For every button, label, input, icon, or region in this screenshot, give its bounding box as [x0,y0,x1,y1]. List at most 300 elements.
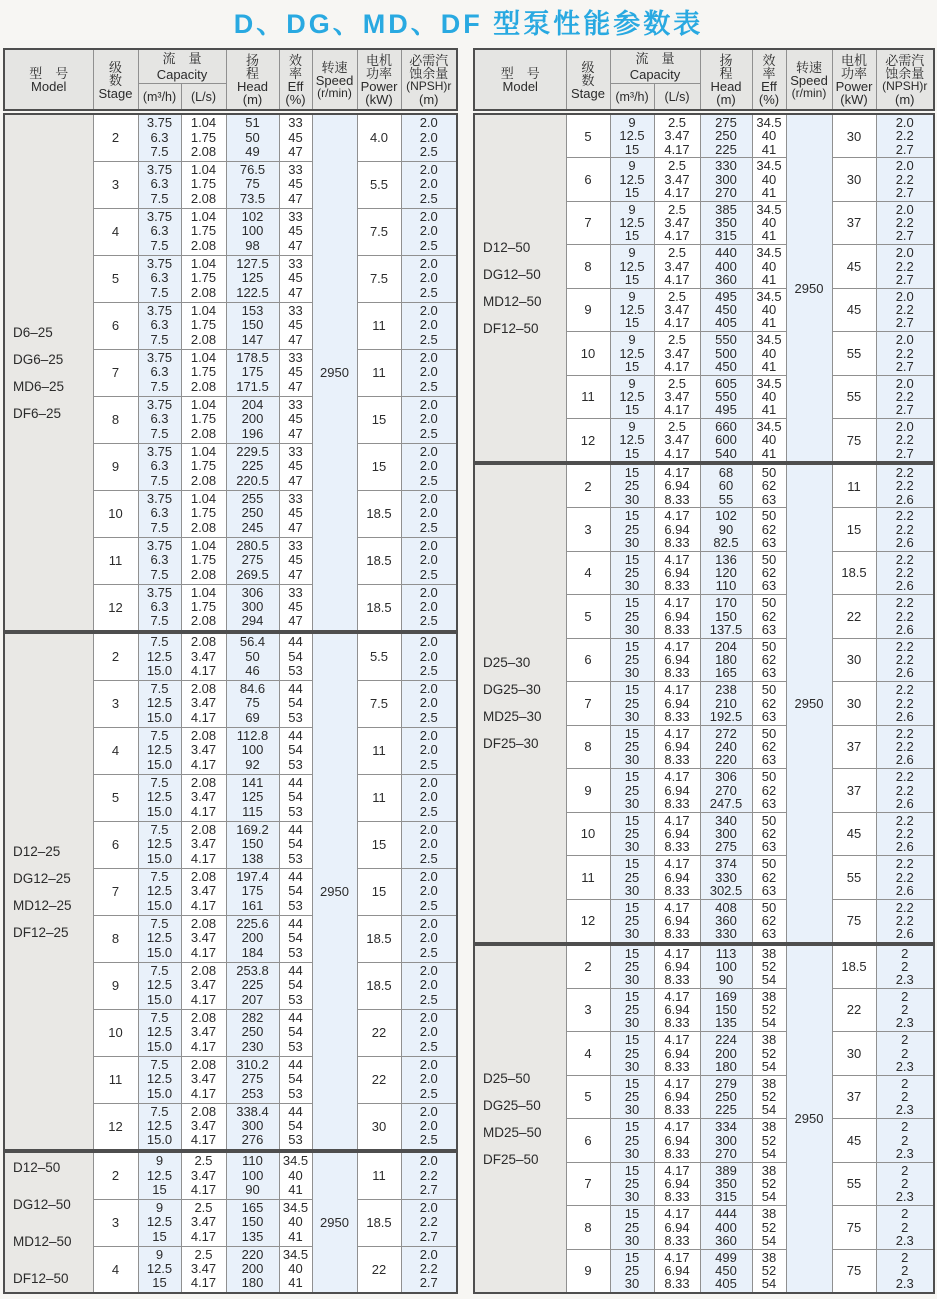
stage-cell: 3 [93,1199,138,1246]
capacity-ls-cell: 4.17 6.94 8.33 [654,769,700,813]
pump-group-table [473,113,935,463]
capacity-ls-cell: 4.17 6.94 8.33 [654,945,700,989]
stage-cell: 4 [93,1246,138,1293]
power-cell: 37 [832,201,876,245]
stage-cell: 5 [566,1075,610,1119]
capacity-m3h-cell: 15 25 30 [610,1206,654,1250]
stage-cell: 4 [566,551,610,595]
npsh-cell: 2.0 2.0 2.5 [401,302,457,349]
model-header-en: Model [31,79,67,94]
eff-cell: 44 54 53 [279,727,312,774]
eff-cell: 44 54 53 [279,915,312,962]
eff-cell: 44 54 53 [279,633,312,680]
capacity-m3h-cell: 9 12.5 15 [610,245,654,289]
model-name: D25–30 [483,655,531,671]
npsh-cell: 2 2 2.3 [876,1075,934,1119]
model-name: D12–25 [13,843,61,859]
npsh-cell: 2.0 2.2 2.7 [401,1246,457,1293]
capacity-ls-cell: 4.17 6.94 8.33 [654,1032,700,1076]
stage-cell: 4 [93,208,138,255]
stage-cell: 3 [93,161,138,208]
eff-cell: 33 45 47 [279,349,312,396]
power-cell: 7.5 [357,255,401,302]
model-name: D25–50 [483,1070,531,1086]
npsh-cell: 2.2 2.2 2.6 [876,682,934,726]
model-name: DF12–50 [483,321,539,336]
eff-cell: 44 54 53 [279,962,312,1009]
npsh-cell: 2.0 2.0 2.5 [401,1103,457,1150]
capacity-ls-cell: 4.17 6.94 8.33 [654,1119,700,1163]
stage-cell: 2 [93,1152,138,1199]
head-cell: 102 100 98 [226,208,279,255]
head-cell: 495 450 405 [700,288,752,332]
npsh-cell: 2.2 2.2 2.6 [876,638,934,682]
eff-cell: 34.5 40 41 [279,1246,312,1293]
head-cell: 280.5 275 269.5 [226,537,279,584]
capacity-ls-cell: 4.17 6.94 8.33 [654,988,700,1032]
speed-cell: 2950 [312,114,357,631]
col-header-head: 扬 程 Head (m) [226,49,279,110]
eff-cell: 33 45 47 [279,255,312,302]
model-name: DG12–50 [483,267,541,282]
npsh-cell: 2.0 2.0 2.5 [401,255,457,302]
power-cell: 30 [357,1103,401,1150]
table-row [474,945,934,989]
npsh-cell: 2.2 2.2 2.6 [876,725,934,769]
power-cell: 55 [832,332,876,376]
stage-cell: 10 [93,1009,138,1056]
eff-cell: 33 45 47 [279,302,312,349]
speed-cell: 2950 [786,114,832,462]
power-cell: 55 [832,375,876,419]
capacity-ls-cell: 2.08 3.47 4.17 [181,774,226,821]
table-row [4,1152,457,1199]
col-header-eff: 效 率 Eff (%) [279,49,312,110]
table-panel-right [473,48,935,1294]
eff-cell: 38 52 54 [752,945,786,989]
power-cell: 7.5 [357,680,401,727]
head-cell: 334 300 270 [700,1119,752,1163]
eff-cell: 44 54 53 [279,1009,312,1056]
capacity-m3h-cell: 9 12.5 15 [610,419,654,463]
npsh-cell: 2.0 2.0 2.5 [401,680,457,727]
capacity-ls-cell: 4.17 6.94 8.33 [654,508,700,552]
eff-cell: 44 54 53 [279,1103,312,1150]
col-header-speed: 转速 Speed (r/min) [312,49,357,110]
power-cell: 7.5 [357,208,401,255]
capacity-ls-cell: 1.04 1.75 2.08 [181,114,226,161]
capacity-ls-cell: 4.17 6.94 8.33 [654,1075,700,1119]
capacity-ls-cell: 1.04 1.75 2.08 [181,443,226,490]
capacity-ls-cell: 1.04 1.75 2.08 [181,208,226,255]
power-cell: 30 [832,158,876,202]
stage-cell: 7 [566,1162,610,1206]
capacity-m3h-cell: 9 12.5 15 [138,1152,181,1199]
model-name: D12–50 [13,1159,61,1175]
model-name: DG6–25 [13,351,64,367]
npsh-cell: 2.0 2.0 2.5 [401,633,457,680]
head-cell: 279 250 225 [700,1075,752,1119]
head-cell: 169.2 150 138 [226,821,279,868]
stage-cell: 9 [566,1249,610,1293]
stage-cell: 11 [93,1056,138,1103]
capacity-m3h-cell: 15 25 30 [610,1249,654,1293]
eff-cell: 50 62 63 [752,812,786,856]
stage-cell: 11 [93,537,138,584]
capacity-ls-cell: 2.5 3.47 4.17 [654,288,700,332]
eff-cell: 34.5 40 41 [752,114,786,158]
model-cell [4,1152,93,1293]
capacity-m3h-cell: 9 12.5 15 [610,201,654,245]
capacity-m3h-cell: 7.5 12.5 15.0 [138,680,181,727]
capacity-ls-cell: 1.04 1.75 2.08 [181,161,226,208]
npsh-cell: 2 2 2.3 [876,1119,934,1163]
capacity-m3h-cell: 15 25 30 [610,551,654,595]
capacity-m3h-cell: 15 25 30 [610,988,654,1032]
power-cell: 22 [357,1009,401,1056]
capacity-ls-cell: 2.08 3.47 4.17 [181,821,226,868]
power-cell: 15 [832,508,876,552]
power-cell: 75 [832,1249,876,1293]
eff-cell: 38 52 54 [752,1206,786,1250]
eff-cell: 44 54 53 [279,821,312,868]
capacity-m3h-cell: 3.75 6.3 7.5 [138,114,181,161]
power-cell: 75 [832,1206,876,1250]
stage-cell: 3 [93,680,138,727]
capacity-ls-cell: 1.04 1.75 2.08 [181,584,226,631]
stage-cell: 2 [566,464,610,508]
power-cell: 5.5 [357,633,401,680]
head-cell: 153 150 147 [226,302,279,349]
stage-cell: 7 [93,868,138,915]
capacity-ls-cell: 2.5 3.47 4.17 [654,201,700,245]
capacity-ls-cell: 2.5 3.47 4.17 [654,419,700,463]
head-cell: 170 150 137.5 [700,595,752,639]
capacity-ls-cell: 2.5 3.47 4.17 [181,1246,226,1293]
capacity-ls-cell: 2.5 3.47 4.17 [181,1199,226,1246]
model-name: MD6–25 [13,378,65,394]
npsh-cell: 2.2 2.2 2.6 [876,769,934,813]
stage-cell: 6 [93,821,138,868]
capacity-ls-cell: 1.04 1.75 2.08 [181,302,226,349]
stage-cell: 2 [93,114,138,161]
col-header-m3h: (m³/h) [610,84,654,110]
npsh-cell: 2 2 2.3 [876,945,934,989]
col-header-model: 型 号 Model [474,49,566,110]
power-cell: 4.0 [357,114,401,161]
eff-cell: 33 45 47 [279,443,312,490]
npsh-cell: 2 2 2.3 [876,1206,934,1250]
head-cell: 68 60 55 [700,464,752,508]
model-cell [4,114,93,631]
col-header-eff: 效 率 Eff (%) [752,49,786,110]
capacity-m3h-cell: 9 12.5 15 [610,114,654,158]
power-cell: 22 [832,595,876,639]
npsh-cell: 2 2 2.3 [876,1032,934,1076]
capacity-ls-cell: 1.04 1.75 2.08 [181,490,226,537]
head-cell: 310.2 275 253 [226,1056,279,1103]
npsh-cell: 2.2 2.2 2.6 [876,595,934,639]
capacity-ls-cell: 2.5 3.47 4.17 [654,114,700,158]
model-cell [474,945,566,1293]
capacity-ls-cell: 1.04 1.75 2.08 [181,255,226,302]
eff-cell: 50 62 63 [752,551,786,595]
pump-group-table [3,1151,458,1294]
capacity-ls-cell: 2.08 3.47 4.17 [181,727,226,774]
col-header-head: 扬 程 Head (m) [700,49,752,110]
stage-cell: 12 [566,899,610,943]
power-cell: 18.5 [357,915,401,962]
capacity-ls-cell: 4.17 6.94 8.33 [654,595,700,639]
capacity-ls-cell: 2.08 3.47 4.17 [181,1009,226,1056]
speed-cell: 2950 [312,1152,357,1293]
table-row [4,114,457,161]
capacity-m3h-cell: 15 25 30 [610,508,654,552]
stage-cell: 12 [93,584,138,631]
npsh-cell: 2.0 2.0 2.5 [401,114,457,161]
col-header-stage: 级 数 Stage [93,49,138,110]
head-cell: 197.4 175 161 [226,868,279,915]
stage-cell: 2 [93,633,138,680]
npsh-cell: 2.0 2.0 2.5 [401,537,457,584]
capacity-m3h-cell: 9 12.5 15 [138,1199,181,1246]
capacity-ls-cell: 4.17 6.94 8.33 [654,856,700,900]
npsh-cell: 2.0 2.0 2.5 [401,443,457,490]
head-cell: 444 400 360 [700,1206,752,1250]
eff-cell: 34.5 40 41 [752,375,786,419]
eff-cell: 38 52 54 [752,988,786,1032]
stage-cell: 9 [566,769,610,813]
capacity-m3h-cell: 7.5 12.5 15.0 [138,774,181,821]
npsh-cell: 2.0 2.2 2.7 [876,288,934,332]
power-cell: 22 [832,988,876,1032]
table-header-right [473,48,935,111]
eff-cell: 34.5 40 41 [279,1199,312,1246]
eff-cell: 38 52 54 [752,1075,786,1119]
npsh-cell: 2.0 2.2 2.7 [401,1152,457,1199]
capacity-ls-cell: 1.04 1.75 2.08 [181,349,226,396]
capacity-m3h-cell: 7.5 12.5 15.0 [138,1009,181,1056]
capacity-m3h-cell: 3.75 6.3 7.5 [138,443,181,490]
capacity-ls-cell: 4.17 6.94 8.33 [654,682,700,726]
power-cell: 37 [832,769,876,813]
model-name: DG12–50 [13,1196,71,1212]
head-cell: 340 300 275 [700,812,752,856]
power-cell: 45 [832,1119,876,1163]
capacity-m3h-cell: 15 25 30 [610,464,654,508]
capacity-m3h-cell: 7.5 12.5 15.0 [138,633,181,680]
capacity-m3h-cell: 3.75 6.3 7.5 [138,208,181,255]
power-cell: 75 [832,899,876,943]
capacity-m3h-cell: 3.75 6.3 7.5 [138,349,181,396]
page-title: D、DG、MD、DF 型泵性能参数表 [233,9,704,39]
capacity-m3h-cell: 9 12.5 15 [138,1246,181,1293]
stage-cell: 8 [566,1206,610,1250]
npsh-cell: 2.2 2.2 2.6 [876,856,934,900]
power-cell: 18.5 [357,490,401,537]
capacity-m3h-cell: 15 25 30 [610,1075,654,1119]
eff-cell: 50 62 63 [752,638,786,682]
speed-cell: 2950 [786,464,832,943]
head-cell: 51 50 49 [226,114,279,161]
eff-cell: 38 52 54 [752,1162,786,1206]
npsh-cell: 2.0 2.0 2.5 [401,584,457,631]
eff-cell: 50 62 63 [752,856,786,900]
capacity-m3h-cell: 9 12.5 15 [610,158,654,202]
eff-cell: 38 52 54 [752,1032,786,1076]
power-cell: 45 [832,245,876,289]
capacity-ls-cell: 4.17 6.94 8.33 [654,1249,700,1293]
head-cell: 338.4 300 276 [226,1103,279,1150]
power-cell: 11 [357,774,401,821]
power-cell: 18.5 [832,945,876,989]
capacity-m3h-cell: 9 12.5 15 [610,375,654,419]
pump-group-table [473,463,935,944]
eff-cell: 33 45 47 [279,584,312,631]
head-cell: 224 200 180 [700,1032,752,1076]
stage-cell: 12 [566,419,610,463]
power-cell: 11 [357,349,401,396]
col-header-stage: 级 数 Stage [566,49,610,110]
capacity-m3h-cell: 9 12.5 15 [610,332,654,376]
eff-cell: 34.5 40 41 [752,419,786,463]
model-name: MD25–50 [483,1124,542,1140]
npsh-cell: 2.0 2.0 2.5 [401,727,457,774]
stage-cell: 7 [566,682,610,726]
head-cell: 408 360 330 [700,899,752,943]
capacity-m3h-cell: 15 25 30 [610,945,654,989]
power-cell: 55 [832,1162,876,1206]
npsh-cell: 2.2 2.2 2.6 [876,899,934,943]
stage-cell: 6 [566,1119,610,1163]
eff-cell: 34.5 40 41 [752,332,786,376]
capacity-ls-cell: 2.08 3.47 4.17 [181,868,226,915]
col-header-speed: 转速 Speed (r/min) [786,49,832,110]
npsh-cell: 2.2 2.2 2.6 [876,508,934,552]
npsh-cell: 2.0 2.0 2.5 [401,161,457,208]
capacity-m3h-cell: 15 25 30 [610,856,654,900]
npsh-cell: 2.0 2.0 2.5 [401,915,457,962]
eff-cell: 38 52 54 [752,1119,786,1163]
model-cell [474,114,566,462]
capacity-ls-cell: 2.5 3.47 4.17 [654,245,700,289]
head-cell: 272 240 220 [700,725,752,769]
speed-cell: 2950 [312,633,357,1150]
capacity-m3h-cell: 3.75 6.3 7.5 [138,537,181,584]
capacity-ls-cell: 4.17 6.94 8.33 [654,551,700,595]
stage-cell: 6 [566,158,610,202]
power-cell: 15 [357,821,401,868]
head-cell: 374 330 302.5 [700,856,752,900]
eff-cell: 34.5 40 41 [279,1152,312,1199]
stage-cell: 3 [566,988,610,1032]
head-cell: 56.4 50 46 [226,633,279,680]
head-cell: 605 550 495 [700,375,752,419]
power-cell: 18.5 [357,962,401,1009]
stage-cell: 9 [93,962,138,1009]
stage-cell: 5 [93,774,138,821]
npsh-cell: 2.0 2.0 2.5 [401,1056,457,1103]
capacity-ls-cell: 2.5 3.47 4.17 [654,332,700,376]
power-cell: 11 [357,727,401,774]
capacity-ls-cell: 2.08 3.47 4.17 [181,962,226,1009]
model-name: DG12–25 [13,870,71,886]
col-header-npsh: 必需汽 蚀余量 (NPSH)r (m) [876,49,934,110]
capacity-ls-cell: 4.17 6.94 8.33 [654,1162,700,1206]
power-cell: 18.5 [357,1199,401,1246]
npsh-cell: 2.0 2.2 2.7 [876,332,934,376]
head-cell: 660 600 540 [700,419,752,463]
capacity-m3h-cell: 3.75 6.3 7.5 [138,255,181,302]
eff-cell: 33 45 47 [279,114,312,161]
head-cell: 178.5 175 171.5 [226,349,279,396]
head-cell: 229.5 225 220.5 [226,443,279,490]
power-cell: 45 [832,812,876,856]
stage-cell: 10 [566,812,610,856]
head-cell: 499 450 405 [700,1249,752,1293]
power-cell: 37 [832,725,876,769]
capacity-m3h-cell: 7.5 12.5 15.0 [138,868,181,915]
head-cell: 282 250 230 [226,1009,279,1056]
stage-cell: 10 [93,490,138,537]
model-name: DG25–50 [483,1097,541,1113]
stage-cell: 5 [566,114,610,158]
model-name: DF6–25 [13,405,62,421]
eff-cell: 50 62 63 [752,508,786,552]
col-header-ls: (L/s) [654,84,700,110]
head-cell: 204 200 196 [226,396,279,443]
eff-cell: 33 45 47 [279,396,312,443]
power-cell: 55 [832,856,876,900]
head-cell: 112.8 100 92 [226,727,279,774]
panel-right-groups [473,113,935,1294]
npsh-cell: 2.0 2.2 2.7 [876,158,934,202]
table-row [474,114,934,158]
head-cell: 127.5 125 122.5 [226,255,279,302]
power-cell: 18.5 [357,584,401,631]
head-cell: 136 120 110 [700,551,752,595]
npsh-cell: 2.2 2.2 2.6 [876,812,934,856]
power-cell: 18.5 [832,551,876,595]
head-cell: 238 210 192.5 [700,682,752,726]
stage-cell: 8 [93,915,138,962]
power-cell: 30 [832,638,876,682]
npsh-cell: 2.2 2.2 2.6 [876,551,934,595]
stage-cell: 5 [566,595,610,639]
stage-cell: 2 [566,945,610,989]
head-cell: 84.6 75 69 [226,680,279,727]
head-cell: 76.5 75 73.5 [226,161,279,208]
npsh-cell: 2.0 2.2 2.7 [876,419,934,463]
npsh-cell: 2.0 2.0 2.5 [401,208,457,255]
eff-cell: 38 52 54 [752,1249,786,1293]
eff-cell: 50 62 63 [752,725,786,769]
capacity-ls-cell: 2.08 3.47 4.17 [181,1103,226,1150]
head-cell: 225.6 200 184 [226,915,279,962]
model-name: MD12–50 [13,1233,72,1249]
capacity-m3h-cell: 3.75 6.3 7.5 [138,161,181,208]
eff-cell: 33 45 47 [279,490,312,537]
stage-cell: 9 [566,288,610,332]
model-name: MD25–30 [483,709,542,725]
head-cell: 306 270 247.5 [700,769,752,813]
capacity-m3h-cell: 15 25 30 [610,812,654,856]
head-cell: 204 180 165 [700,638,752,682]
capacity-m3h-cell: 3.75 6.3 7.5 [138,584,181,631]
model-name: DG25–30 [483,682,541,698]
power-cell: 11 [832,464,876,508]
model-name: DF25–50 [483,1151,539,1167]
